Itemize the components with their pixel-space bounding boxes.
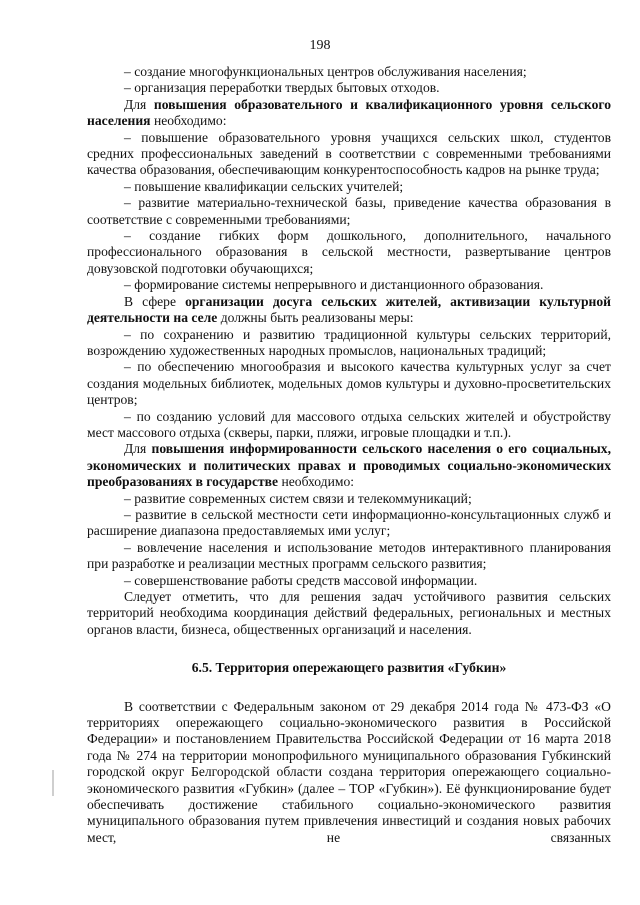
paragraph-lead-education <box>87 97 611 130</box>
paragraph-bullet: – создание многофункциональных центров обслуживания населения; <box>124 64 527 79</box>
paragraph-bullet: – по обеспечению многообразия и высокого качества культурных услуг за счет создания модельных библиотек, модельных домов культуры и духовно-просветительских центров; <box>87 359 611 408</box>
paragraph-bullet: – повышение квалификации сельских учителей; <box>124 178 404 194</box>
bold-phrase: повышения информированности сельского населения о его социальных, экономических и политических правах и проводимых социально-экономических преобразованиях в государстве <box>87 441 611 490</box>
paragraph-bullet: – вовлечение населения и использование методов интерактивного планирования при разработке и реализации местных программ сельского развития; <box>87 539 611 572</box>
paragraph-conclusion: Следует отметить, что для решения задач устойчивого развития сельских территорий необходима координация действий федеральных, региональных и местных органов власти, бизнеса, общественных организаций и населения. <box>87 589 611 637</box>
paragraph-bullet: – создание гибких форм дошкольного, дополнительного, начального профессионального образования в сельской местности, развертывание центров довузовской подготовки обучающихся; <box>87 228 611 276</box>
section-heading: 6.5. Территория опережающего развития «Губкин» <box>191 660 507 676</box>
paragraph-section: В соответствии с Федеральным законом от 29 декабря 2014 года № 473-ФЗ «О территориях опережающего социально-экономического развития в Российской Федерации» и постановлением Правительства Российской Федерации от 16 марта 2018 года № 274 на территории монопрофильного муниципального образования Губкинский городской округ Белгородской области создана территория опережающего социально-экономического развития «Губкин» (далее – ТОР «Губкин»). Её функционирование будет обеспечивать достижение стабильного социально-экономического развития муниципального образования путем привлечения инвестиций и создания новых рабочих мест, не связанных <box>87 698 611 845</box>
paragraph-bullet: – по сохранению и развитию традиционной культуры сельских территорий, возрождению художественных народных промыслов, национальных традиций; <box>87 326 611 358</box>
bold-phrase: организации досуга сельских жителей, активизации культурной деятельности на селе <box>87 293 611 326</box>
paragraph-bullet: – развитие современных систем связи и телекоммуникаций; <box>124 490 472 506</box>
paragraph-bullet: – совершенствование работы средств массовой информации. <box>124 572 478 588</box>
lead-text: Для <box>124 441 152 457</box>
lead-text: необходимо: <box>278 474 355 490</box>
bold-phrase: повышения образовательного и квалификационного уровня сельского населения <box>87 96 611 129</box>
paragraph-bullet: – развитие материально-технической базы, приведение качества образования в соответствие с современными требованиями; <box>87 195 611 227</box>
margin-mark <box>52 770 54 796</box>
lead-text: необходимо: <box>150 113 227 129</box>
page-number: 198 <box>309 38 331 53</box>
lead-text: В сфере <box>124 293 186 309</box>
paragraph-bullet: – по созданию условий для массового отдыха сельских жителей и обустройству мест массового отдыха (скверы, парки, пляжи, игровые площадки и т.п.). <box>87 408 611 440</box>
document-body <box>87 64 611 846</box>
paragraph-bullet: – формирование системы непрерывного и дистанционного образования. <box>124 277 544 293</box>
lead-text: должны быть реализованы меры: <box>217 310 414 326</box>
paragraph-bullet: – развитие в сельской местности сети информационно-консультационных служб и расширение диапазона предоставляемых ими услуг; <box>87 506 611 539</box>
paragraph-bullet: – повышение образовательного уровня учащихся сельских школ, студентов средних профессиональных заведений в соответствии с современными требованиями качества образования, обеспечивающим конкурентоспособность кадров на рынке труда; <box>87 129 611 178</box>
paragraph-lead-culture <box>87 294 611 327</box>
paragraph-lead-information <box>87 441 611 490</box>
lead-text: Для <box>124 96 154 112</box>
paragraph-bullet: – организация переработки твердых бытовых отходов. <box>124 80 440 96</box>
